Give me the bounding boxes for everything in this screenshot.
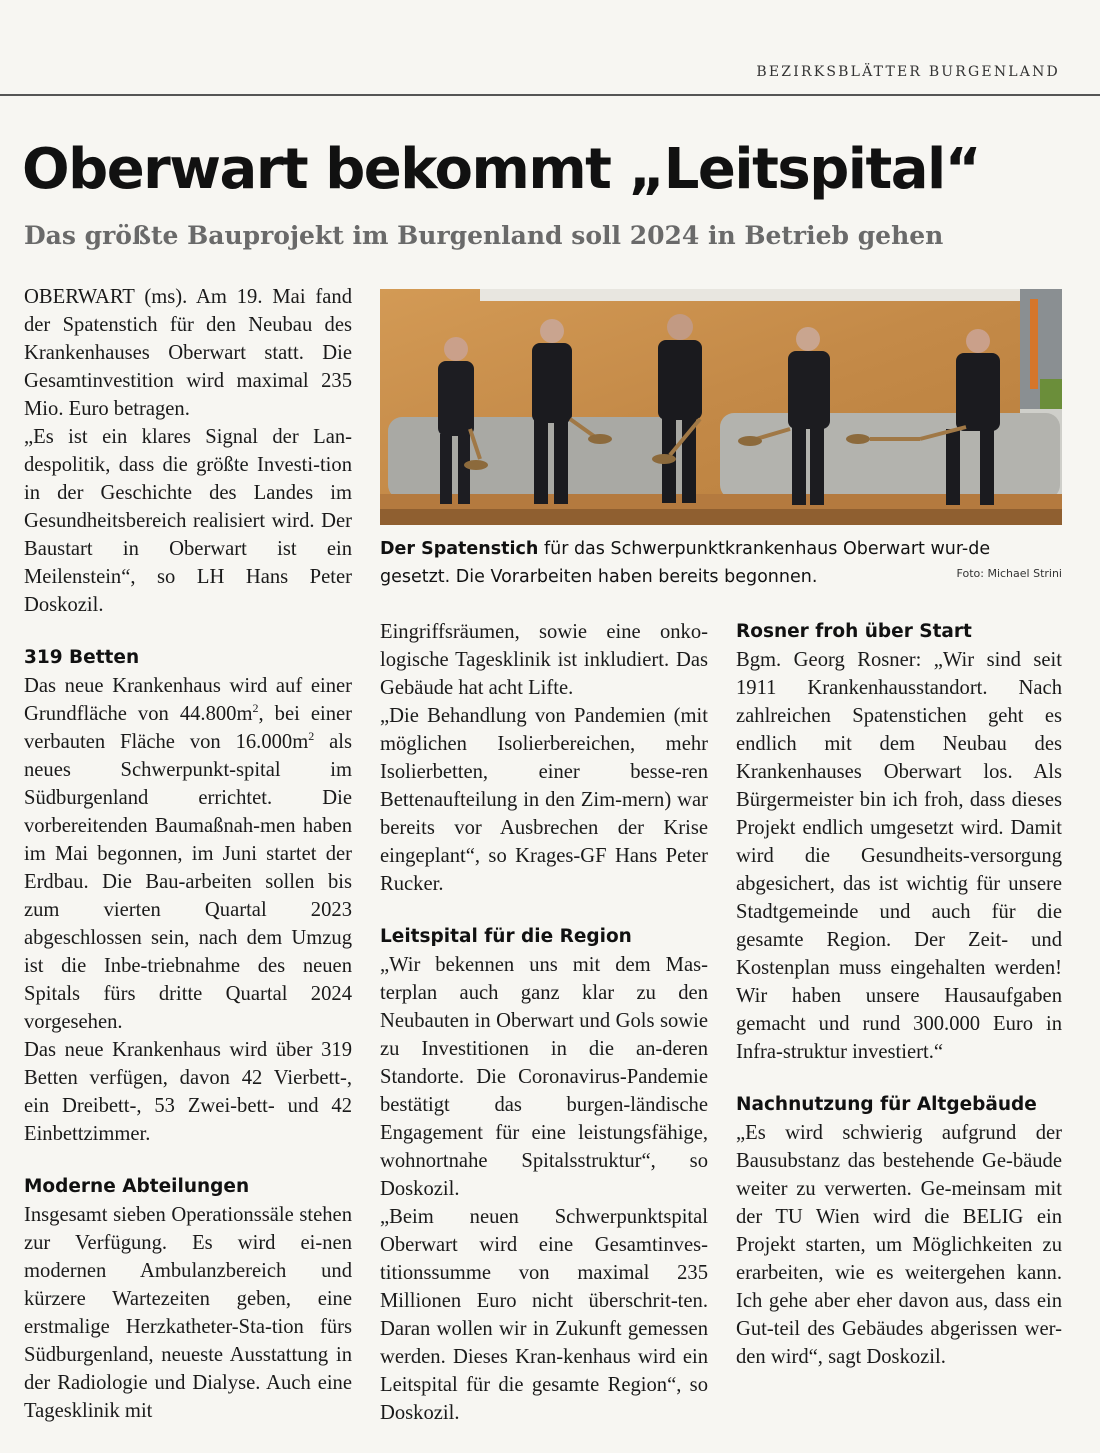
departments-paragraph-cont: Eingriffsräumen, sowie eine onko-logische Tagesklinik ist inkludiert. Das Gebäude hat acht Lifte. (380, 621, 708, 699)
article-column-1 (24, 283, 352, 1425)
headline: Oberwart bekommt „Leitspital“ (22, 137, 981, 202)
nachnutzung-paragraph-1: „Es wird schwierig aufgrund der Bausubstanz das bestehende Ge-bäude weiter zu verwerten. Ge-meinsam mit der TU Wien wird die BELIG ein Projekt starten, um Möglichkeiten zu erarbeiten, wie es weitergehen kann. Ich gehe aber eher davon aus, dass ein Gut-teil des Gebäudes abgerissen wer-den wird“, sagt Doskozil. (736, 1122, 1062, 1368)
leitspital-paragraph-1: „Wir bekennen uns mit dem Mas-terplan auch ganz klar zu den Neubauten in Oberwart und Gols sowie zu Investitionen in die an-deren Standorte. Die Coronavirus-Pandemie bestätigt das burgen-ländische Engagement für eine leistungsfähige, wohnortnahe Spitalsstruktur“, so Doskozil. (380, 954, 708, 1200)
intro-paragraph-1: OBERWART (ms). Am 19. Mai fand der Spatenstich für den Neubau des Krankenhauses Oberwart statt. Die Gesamtinvestition wird maximal 235 Mio. Euro betragen. (24, 286, 352, 420)
groundbreaking-photo (380, 289, 1062, 525)
beds-paragraph-2: Das neue Krankenhaus wird über 319 Betten verfügen, davon 42 Vierbett-, ein Dreibett-, 53 Zwei-bett- und 42 Einbettzimmer. (24, 1039, 352, 1145)
article-column-2 (380, 618, 708, 1427)
departments-paragraph-1: Insgesamt sieben Operationssäle stehen zur Verfügung. Es wird ei-nen modernen Ambulanzbereich und kürzere Wartezeiten geben, eine erstmalige Herzkatheter-Sta-tion fürs Südburgenland, neueste Ausstattung in der Radiologie und Dialyse. Auch eine Tagesklinik mit (24, 1204, 352, 1422)
section-heading-nachnutzung: Nachnutzung für Altgebäude (736, 1094, 1037, 1115)
section-heading-leitspital: Leitspital für die Region (380, 926, 632, 947)
section-heading-beds: 319 Betten (24, 647, 140, 668)
concrete-block-right (720, 413, 1060, 499)
sign-board (480, 289, 1020, 301)
departments-paragraph-2: „Die Behandlung von Pandemien (mit möglichen Isolierbereichen, mehr Isolierbetten, einer besse-ren Bettenaufteilung in den Zim-mern) war bereits vor Ausbrechen der Krise eingeplant“, so Krages-GF Hans Peter Rucker. (380, 705, 708, 895)
section-heading-rosner: Rosner froh über Start (736, 621, 972, 642)
rosner-paragraph-1: Bgm. Georg Rosner: „Wir sind seit 1911 Krankenhausstandort. Nach zahlreichen Spatenstichen geht es endlich mit dem Neubau des Krankenhauses Oberwart los. Als Bürgermeister bin ich froh, dass dieses Projekt endlich umgesetzt wird. Damit wird die Gesundheits-versorgung abgesichert, das ist wichtig für unsere Stadtgemeinde und auch für die gesamte Region. Der Zeit- und Kostenplan muss eingehalten werden! Wir haben unsere Hausaufgaben gemacht und rund 300.000 Euro in Infra-struktur investiert.“ (736, 649, 1062, 1063)
leitspital-paragraph-2: „Beim neuen Schwerpunktspital Oberwart wird eine Gesamtinves-titionssumme von maximal 235 Millionen Euro nicht überschrit-ten. Daran wollen wir in Zukunft gemessen werden. Dieses Kran-kenhaus wird ein Leitspital für die gesamte Region“, so Doskozil. (380, 1206, 708, 1424)
masthead: BEZIRKSBLÄTTER BURGENLAND (756, 64, 1060, 80)
photo-caption: Der Spatenstich für das Schwerpunktkrankenhaus Oberwart wur-de gesetzt. Die Vorarbeiten haben bereits begonnen. (380, 539, 991, 587)
photo-credit: Foto: Michael Strini (956, 567, 1062, 580)
intro-paragraph-2: „Es ist ein klares Signal der Lan-despolitik, dass die größte Investi-tion in der Geschichte des Landes im Gesundheitsbereich realisiert wird. Der Baustart in Oberwart ist ein Meilenstein“, so LH Hans Peter Doskozil. (24, 426, 352, 616)
section-heading-departments: Moderne Abteilungen (24, 1176, 250, 1197)
article-column-3 (736, 618, 1062, 1371)
header-rule (0, 94, 1100, 96)
beds-paragraph-1: Das neue Krankenhaus wird auf einer Grundfläche von $44.800m^2$, bei einer verbauten Fläche von $16.000m^2$ als neues Schwerpunkt-spital im Südburgenland errichtet. Die vorbereitenden Baumaßnah-men haben im Mai begonnen, im Juni startet der Erdbau. Die Bau-arbeiten sollen bis zum vierten Quartal 2023 abgeschlossen sein, nach dem Umzug ist die Inbe-triebnahme des neuen Spitals fürs dritte Quartal 2024 vorgesehen. (24, 675, 352, 1033)
subheadline: Das größte Bauprojekt im Burgenland soll 2024 in Betrieb gehen (24, 221, 944, 250)
